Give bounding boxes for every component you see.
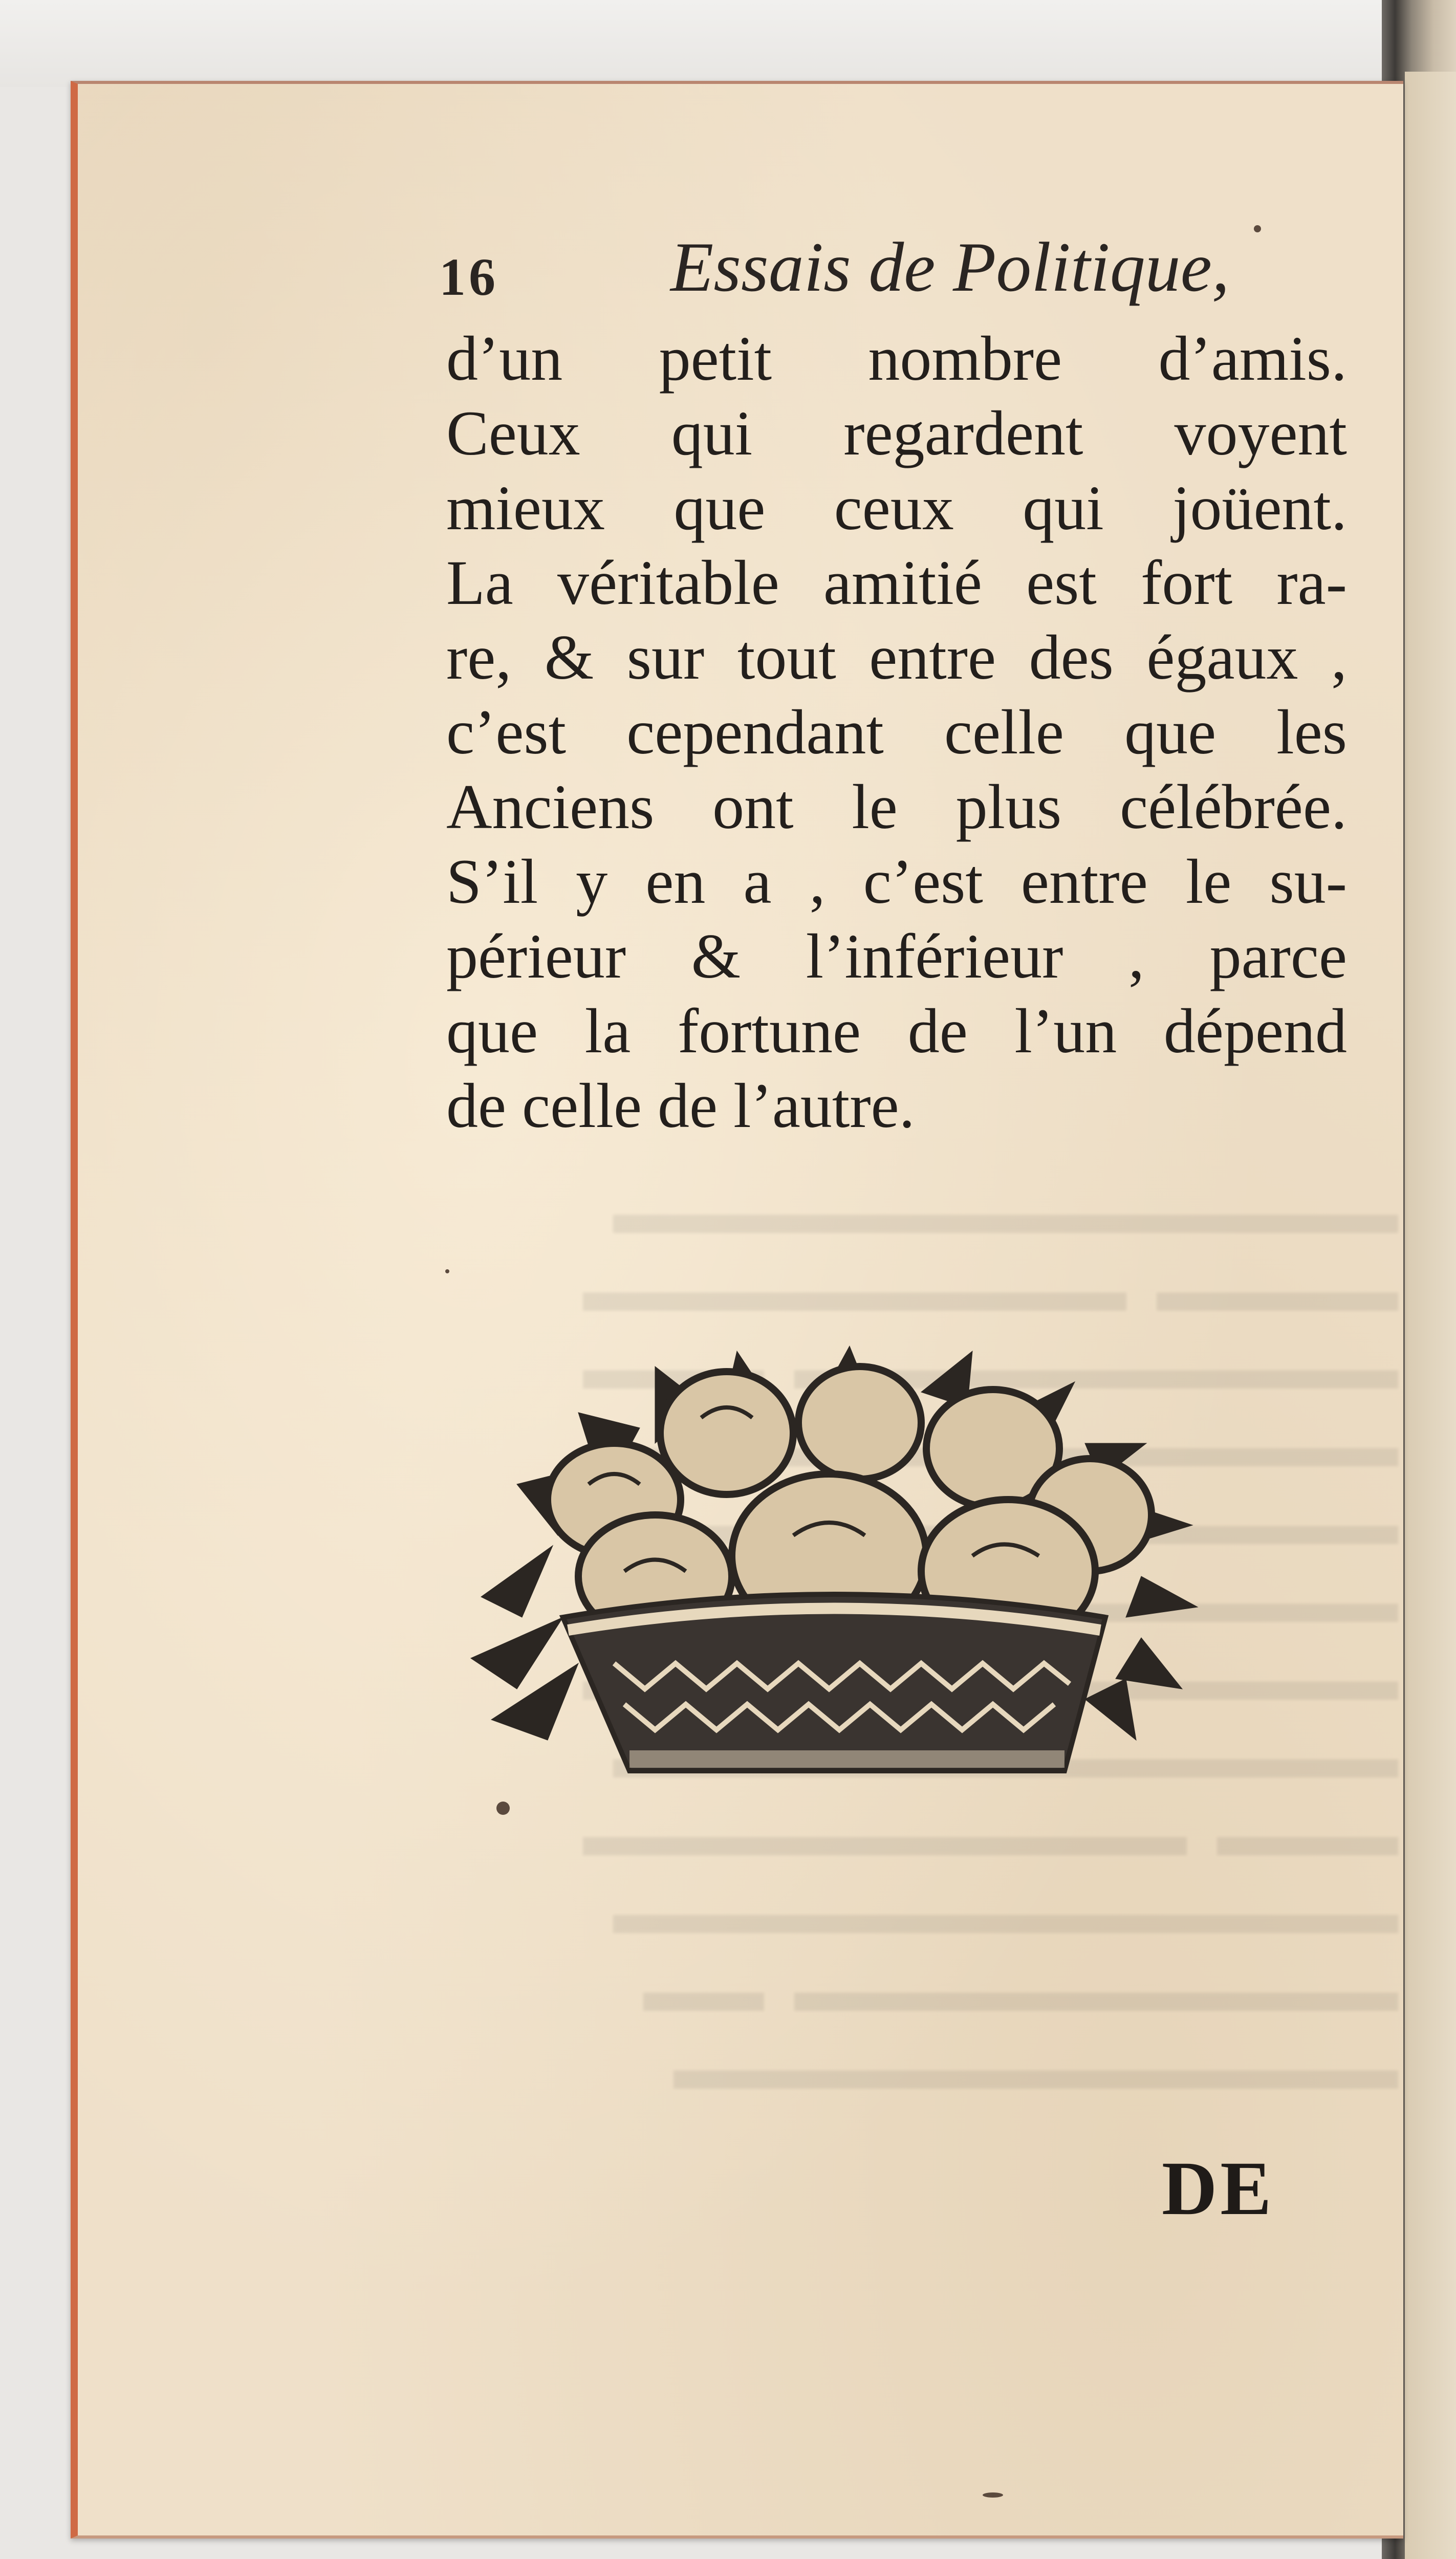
text-line: La véritable amitié est fort ra- — [446, 548, 1347, 618]
page-number: 16 — [439, 248, 498, 307]
text-line: périeur & l’inférieur , parce — [446, 921, 1347, 991]
text-line: d’un petit nombre d’amis. — [446, 323, 1347, 394]
facing-page-edge — [1405, 72, 1456, 2559]
text-line: Ceux qui regardent voyent — [446, 398, 1347, 468]
body-text — [446, 321, 1347, 1143]
text-line: S’il y en a , c’est entre le su- — [446, 847, 1347, 917]
fruit-basket-woodcut-icon — [461, 1331, 1208, 1791]
text-line: de celle de l’autre. — [446, 1071, 915, 1141]
ink-speck — [1254, 225, 1261, 232]
ink-speck — [445, 1269, 449, 1273]
text-line: re, & sur tout entre des égaux , — [446, 622, 1347, 692]
ink-speck — [496, 1802, 510, 1815]
text-line: c’est cependant celle que les — [446, 697, 1347, 767]
text-line: que la fortune de l’un dépend — [446, 996, 1347, 1066]
text-line: mieux que ceux qui joüent. — [446, 473, 1347, 543]
show-through-text: ▬▬▬▬▬▬▬▬▬▬▬▬▬ ▬▬▬▬ ▬▬▬▬▬▬▬▬▬ ▬▬▬▬▬▬▬▬▬▬ ▬▬▬ ▬▬▬▬▬ ▬▬▬ ▬▬▬▬▬▬▬▬▬▬ ▬▬▬▬▬▬▬▬▬▬▬▬▬ ▬▬▬▬▬▬▬▬▬▬ ▬▬ ▬▬▬▬▬▬▬▬▬▬▬▬ — [583, 1179, 1398, 2102]
running-title: Essais de Politique, — [670, 228, 1230, 306]
ink-speck — [983, 2492, 1003, 2498]
catchword: DE — [1162, 2146, 1275, 2231]
scan-background — [0, 0, 1456, 87]
text-line: Anciens ont le plus célébrée. — [446, 772, 1347, 842]
running-head — [439, 226, 1360, 308]
